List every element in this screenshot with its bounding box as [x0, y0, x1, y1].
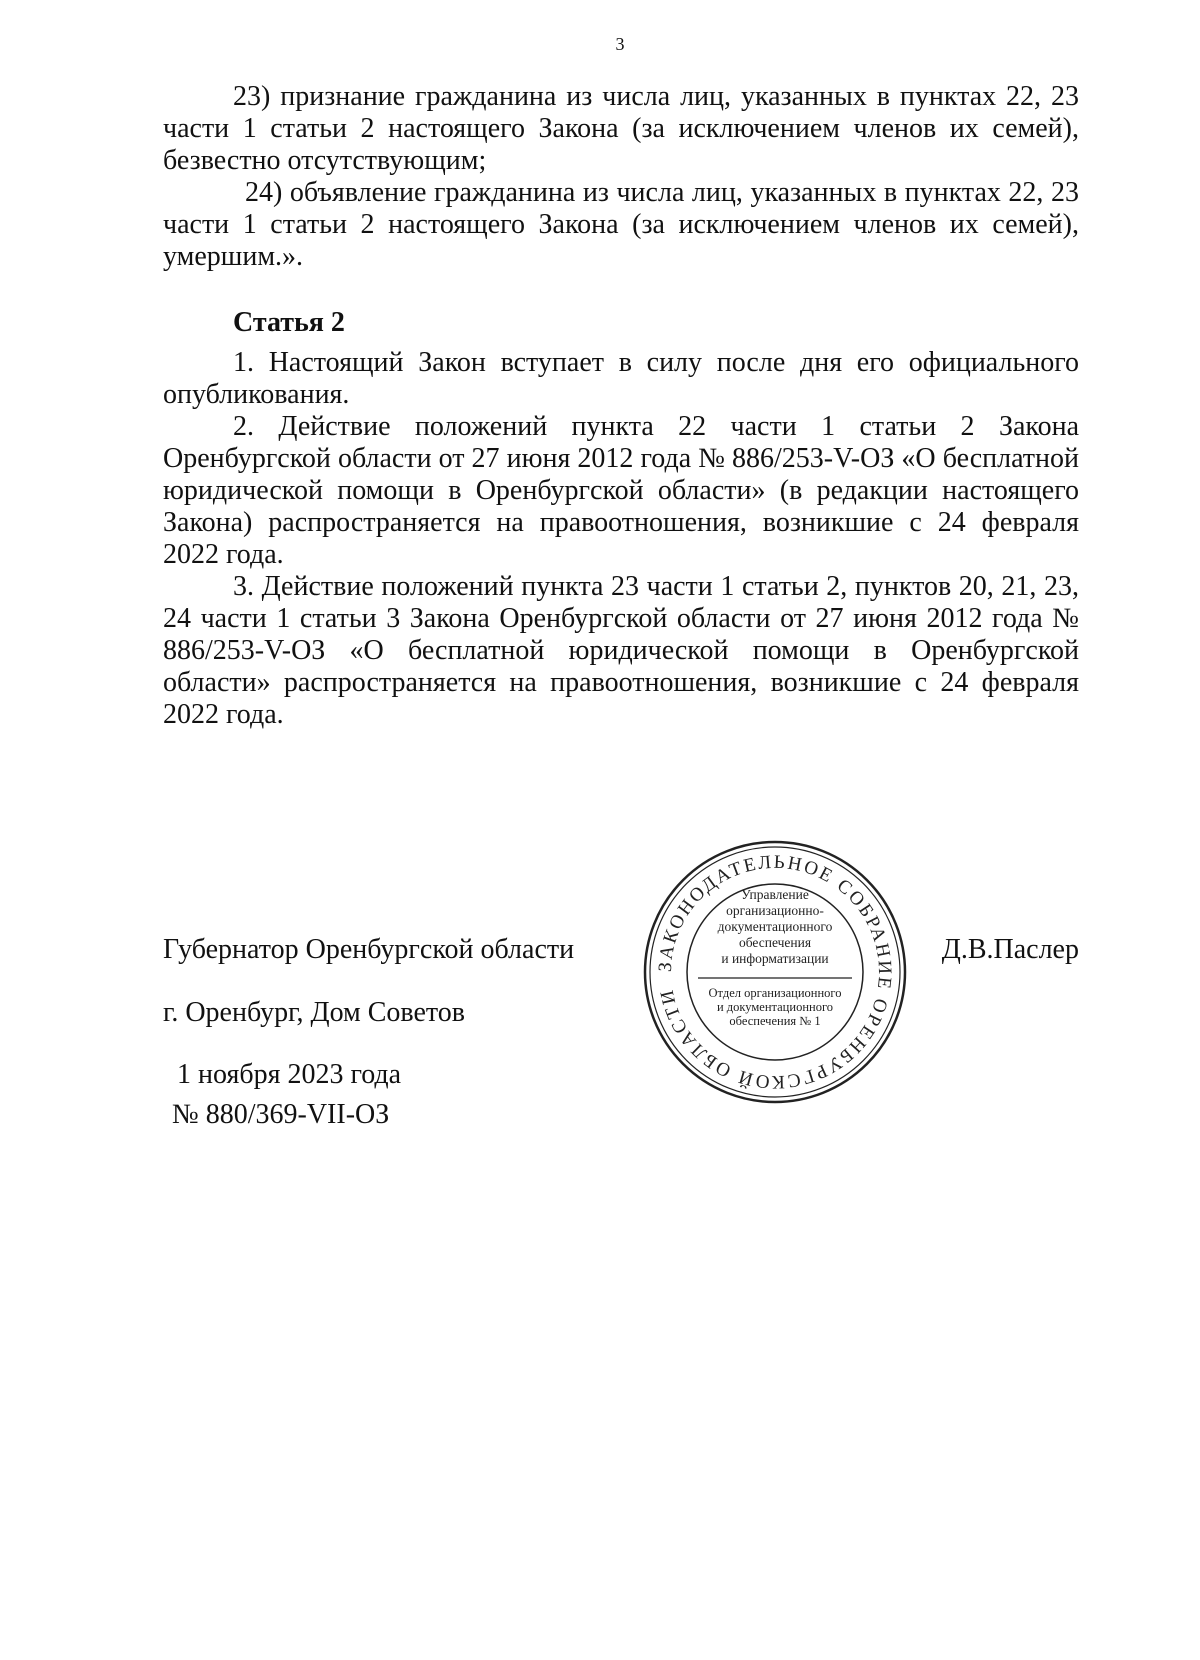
- seal-text-line: обеспечения: [738, 935, 812, 950]
- article-paragraph-2: 2. Действие положений пункта 22 части 1 статьи 2 Закона Оренбургской области от 27 июня 2012 года № 886/253-V-ОЗ «О бесплатной юридической помощи в Оренбургской области» (в редакции настоящего Закона) распространяется на правоотношения, возникшие с 24 февраля 2022 года.: [163, 411, 1079, 570]
- signing-place: г. Оренбург, Дом Советов: [163, 997, 465, 1028]
- signing-date: 1 ноября 2023 года: [177, 1059, 402, 1090]
- page-number: 3: [615, 34, 625, 54]
- signatory-name: Д.В.Паслер: [941, 934, 1079, 965]
- seal-text-line: обеспечения № 1: [729, 1014, 821, 1028]
- seal-lower-text: [709, 986, 842, 1028]
- signatory-position: Губернатор Оренбургской области: [163, 934, 575, 965]
- seal-text-line: Управление: [741, 887, 809, 902]
- seal-ring-text: ЗАКОНОДАТЕЛЬНОЕ СОБРАНИЕ ОРЕНБУРГСКОЙ ОБЛАСТИ: [654, 851, 896, 1093]
- clause-24: 24) объявление гражданина из числа лиц, указанных в пунктах 22, 23 части 1 статьи 2 настоящего Закона (за исключением членов их семей), умершим.».: [163, 177, 1079, 272]
- article-paragraph-1: 1. Настоящий Закон вступает в силу после дня его официального опубликования.: [163, 347, 1079, 410]
- seal-text-line: и информатизации: [721, 951, 829, 966]
- seal-text-line: Отдел организационного: [708, 986, 842, 1000]
- official-seal: [640, 837, 910, 1107]
- article-body: [163, 347, 1079, 731]
- law-number: № 880/369-VII-ОЗ: [172, 1099, 390, 1130]
- article-heading: Статья 2: [233, 307, 345, 338]
- seal-upper-text: [718, 887, 833, 966]
- clauses-block: [163, 81, 1079, 273]
- article-paragraph-3: 3. Действие положений пункта 23 части 1 статьи 2, пунктов 20, 21, 23, 24 части 1 статьи 3 Закона Оренбургской области от 27 июня 2012 года № 886/253-V-ОЗ «О бесплатной юридической помощи в Оренбургской области» распространяется на правоотношения, возникшие с 24 февраля 2022 года.: [163, 571, 1079, 730]
- seal-text-line: документационного: [717, 919, 833, 934]
- seal-text-line: организационно-: [726, 903, 824, 918]
- seal-text-line: и документационного: [716, 1000, 834, 1014]
- clause-23: 23) признание гражданина из числа лиц, указанных в пунктах 22, 23 части 1 статьи 2 настоящего Закона (за исключением членов их семей), безвестно отсутствующим;: [163, 81, 1079, 176]
